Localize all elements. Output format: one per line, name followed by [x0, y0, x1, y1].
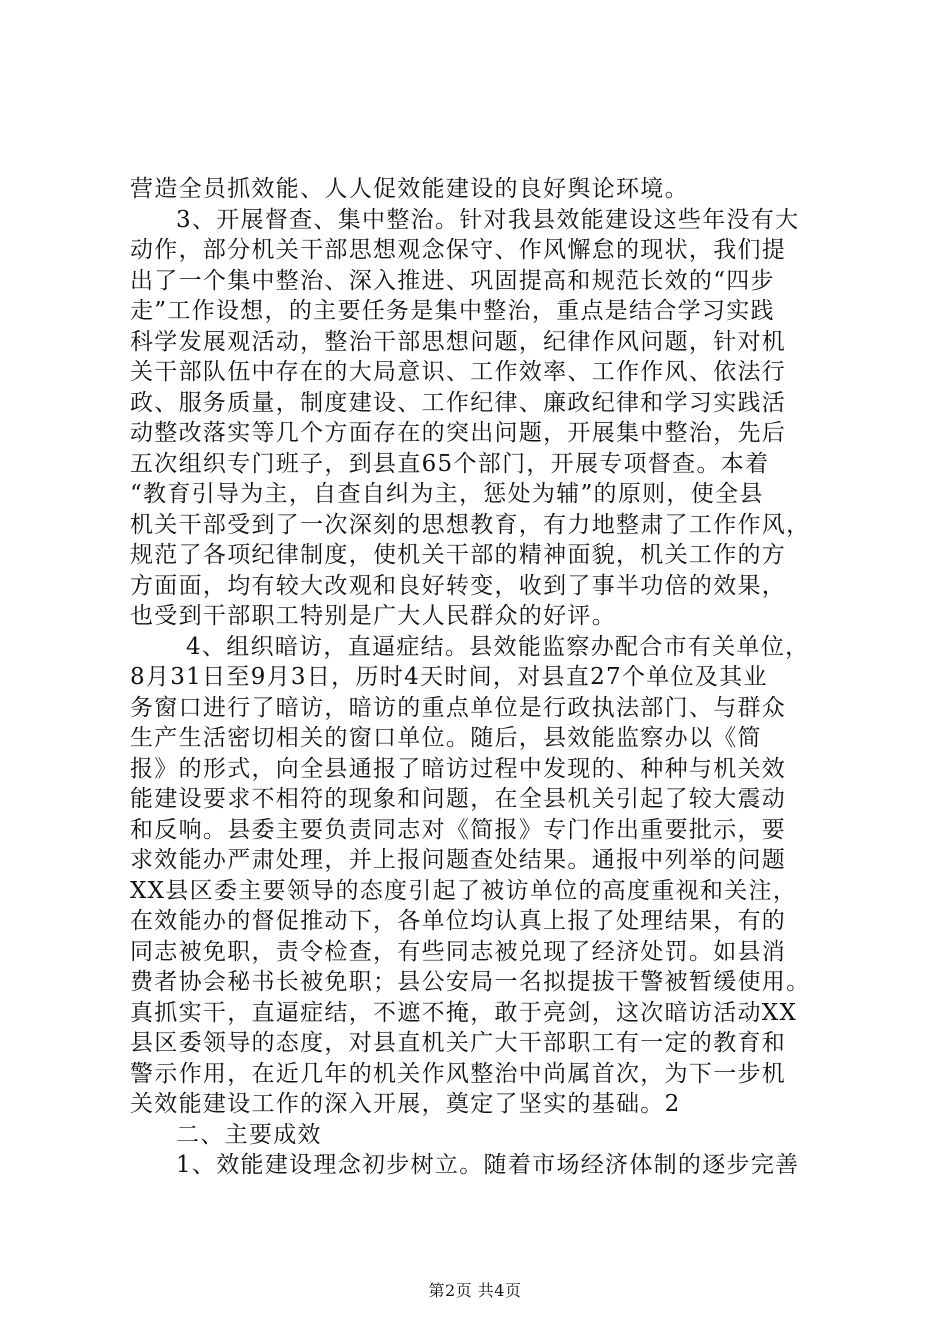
text-line: 3、开展督查、集中整治。针对我县效能建设这些年没有大 [176, 206, 800, 233]
text-line: “教育引导为主，自查自纠为主，惩处为辅”的原则，使全县 [130, 481, 764, 507]
text-line: 五次组织专门班子，到县直65个部门，开展专项督查。本着 [130, 450, 770, 477]
text-line: 关效能建设工作的深入开展，奠定了坚实的基础。2 [130, 1091, 681, 1117]
text-line: 真抓实干，直逼症结，不遮不掩，敢于亮剑，这次暗访活动XX [130, 999, 798, 1026]
text-line: 营造全员抓效能、人人促效能建设的良好舆论环境。 [130, 176, 689, 202]
text-line: 生产生活密切相关的窗口单位。随后，县效能监察办以《简 [130, 725, 762, 751]
text-line: 务窗口进行了暗访，暗访的重点单位是行政执法部门、与群众 [130, 694, 787, 721]
text-line: 能建设要求不相符的现象和问题，在全县机关引起了较大震动 [130, 786, 787, 812]
text-line: 和反响。县委主要负责同志对《简报》专门作出重要批示，要 [130, 816, 787, 843]
text-line: 求效能办严肃处理，并上报问题查处结果。通报中列举的问题 [130, 847, 787, 873]
text-line: 政、服务质量，制度建设、工作纪律、廉政纪律和学习实践活 [130, 389, 787, 416]
text-line: 走”工作设想，的主要任务是集中整治，重点是结合学习实践 [130, 298, 775, 324]
page-footer: 第2页 共4页 [428, 1281, 522, 1300]
text-line: 关干部队伍中存在的大局意识、工作效率、工作作风、依法行 [130, 359, 787, 385]
text-line: 1、效能建设理念初步树立。随着市场经济体制的逐步完善 [176, 1152, 800, 1178]
section-heading-text: 二、主要成效 [176, 1121, 322, 1148]
text-line: XX县区委主要领导的态度引起了被访单位的高度重视和关注， [130, 877, 798, 904]
text-line: 规范了各项纪律制度，使机关干部的精神面貌，机关工作的方 [130, 542, 787, 568]
text-line: 也受到干部职工特别是广大人民群众的好评。 [130, 603, 616, 629]
text-line: 出了一个集中整治、深入推进、巩固提高和规范长效的“四步 [130, 267, 775, 294]
text-line: 方面面，均有较大改观和良好转变，收到了事半功倍的效果， [130, 572, 787, 599]
text-line: 报》的形式，向全县通报了暗访过程中发现的、种种与机关效 [130, 755, 787, 782]
text-line: 4、组织暗访，直逼症结。县效能监察办配合市有关单位， [186, 633, 810, 660]
text-line: 动作，部分机关干部思想观念保守、作风懈怠的现状，我们提 [130, 237, 787, 263]
text-line: 在效能办的督促推动下，各单位均认真上报了处理结果，有的 [130, 908, 787, 934]
section-heading [130, 1120, 830, 1151]
text-line: 8月31日至9月3日，历时4天时间，对县直27个单位及其业 [130, 664, 768, 690]
paragraph-2 [130, 205, 830, 632]
paragraph-4 [130, 1150, 830, 1181]
text-line: 警示作用，在近几年的机关作风整治中尚属首次，为下一步机 [130, 1060, 787, 1087]
paragraph-1 [130, 174, 830, 205]
text-line: 费者协会秘书长被免职；县公安局一名拟提拔干警被暂缓使用。 [130, 969, 811, 995]
text-line: 动整改落实等几个方面存在的突出问题，开展集中整治，先后 [130, 420, 787, 446]
document-body [130, 174, 830, 1181]
text-line: 同志被免职，责令检查，有些同志被兑现了经济处罚。如县消 [130, 938, 787, 965]
paragraph-3 [130, 632, 830, 1120]
text-line: 科学发展观活动，整治干部思想问题，纪律作风问题，针对机 [130, 328, 787, 355]
text-line: 县区委领导的态度，对县直机关广大干部职工有一定的教育和 [130, 1030, 787, 1056]
text-line: 机关干部受到了一次深刻的思想教育，有力地整肃了工作作风， [130, 511, 811, 538]
